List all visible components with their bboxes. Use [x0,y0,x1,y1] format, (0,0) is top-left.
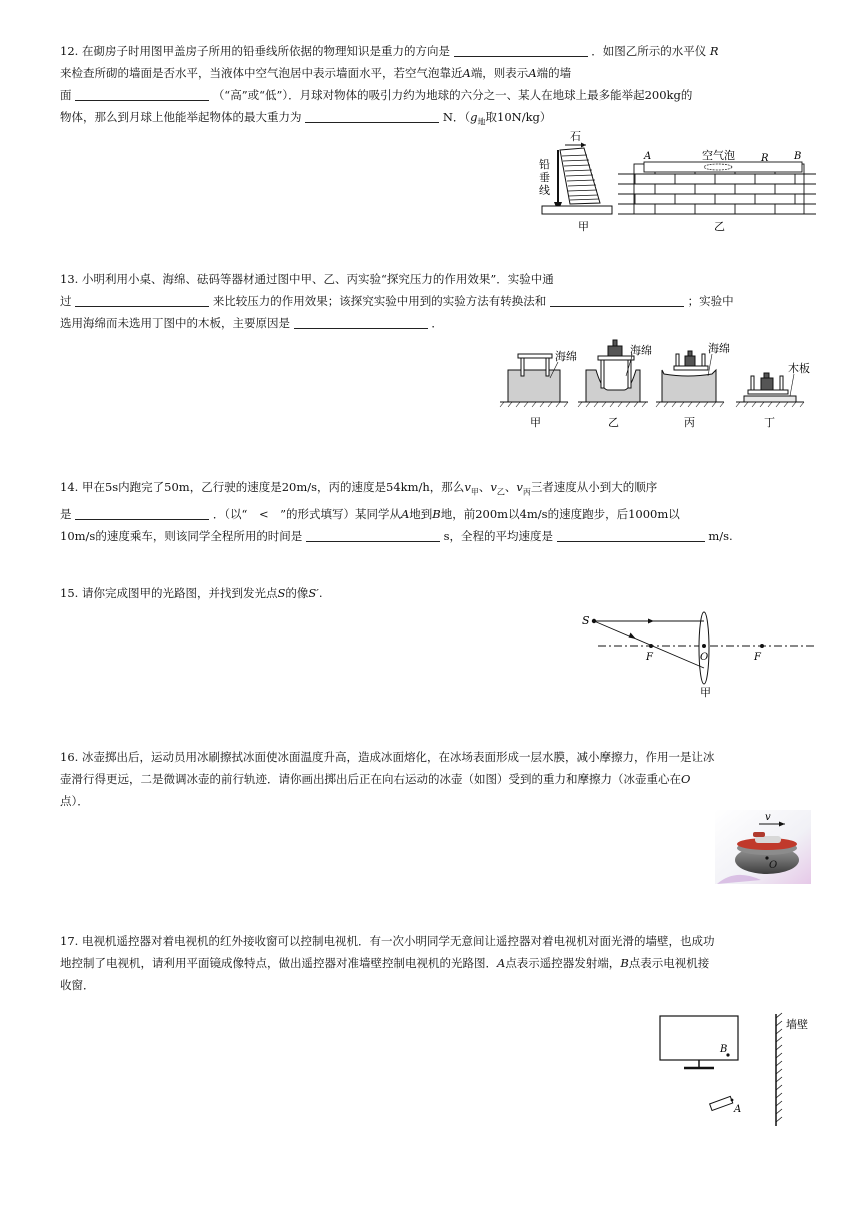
figure-label-jia: 甲 [578,220,589,233]
point-s-label: S [582,614,590,627]
figure-label-jia: 甲 [700,686,711,699]
q17-line-1: 17. 电视机遥控器对着电视机的红外接收窗可以控制电视机．有一次小明同学无意间让遥控器对着电视机对面光滑的墙壁，也成功 [60,934,715,948]
answer-blank[interactable] [305,108,439,123]
question-number: 13. [60,272,79,286]
figure-17 [650,1010,815,1132]
q12-line-2: 来检查所砌的墙面是否水平，当液体中空气泡居中表示墙面水平，若空气泡靠近A端，则表示A端的墙 [60,66,572,80]
point-b-label: B [720,1044,728,1055]
figure-13 [498,336,816,432]
point-a-label: A [644,151,652,162]
point-o-label: O [700,652,709,663]
figure-label-ding: 丁 [764,416,775,429]
answer-blank[interactable] [454,42,588,57]
question-16 [60,746,810,812]
question-12 [60,40,810,133]
q14-line-1: 14. 甲在5s内跑完了50m，乙行驶的速度是20m/s，丙的速度是54km/h，那么$v_甲$、$v_乙$、$v_丙$三者速度从小到大的顺序 [60,480,658,497]
figure-label-yi: 乙 [714,220,725,233]
velocity-label: v [765,812,771,823]
brick-wall-jia [542,148,612,214]
q16-line-3: 点）． [60,794,89,808]
spirit-level [644,162,802,172]
question-number: 17. [60,934,79,948]
setup-ding [736,373,804,402]
question-17 [60,930,810,996]
figure-16 [715,810,811,884]
sponge-label-yi: 海绵 [630,344,652,357]
q13-line-1: 13. 小明利用小桌、海绵、砝码等器材通过图中甲、乙、丙实验“探究压力的作用效果”．实验中通 [60,272,554,286]
q17-line-2: 地控制了电视机，请利用平面镜成像特点，做出遥控器对准墙壁控制电视机的光路图．A点表示遥控器发射端，B点表示电视机接 [60,956,710,970]
point-a-label: A [734,1104,742,1115]
q12-line-1: 12. 在砌房子时用图甲盖房子所用的铅垂线所依据的物理知识是重力的方向是 ．如图乙所示的水平仪 R [60,44,719,58]
question-number: 16. [60,750,79,764]
answer-blank[interactable] [294,314,428,329]
focal-point-right [760,644,764,648]
television [660,1016,738,1068]
q12-line-4: 物体，那么到月球上他能举起物体的最大重力为 N．（$g_地$取10N/kg） [60,110,552,127]
answer-blank[interactable] [306,527,440,542]
svg-text:垂: 垂 [539,171,550,184]
q16-line-1: 16. 冰壶掷出后，运动员用冰刷擦拭冰面使冰面温度升高，造成冰面熔化，在冰场表面形成一层水膜，减小摩擦力，作用一是让冰 [60,750,715,764]
question-15: 15. 请你完成图甲的光路图，并找到发光点S的像S′. [60,586,323,600]
focal-point-left [649,644,653,648]
q12-line-3: 面 （“高”或“低”）．月球对物体的吸引力约为地球的六分之一、某人在地球上最多能举起200kg的 [60,88,693,102]
point-f-label-left: F [646,652,653,663]
q17-line-3: 收窗． [60,978,95,992]
stone-label: 石 [570,130,581,143]
svg-text:线: 线 [539,184,550,197]
plumb-line-label [539,158,550,197]
emitter-point-a [731,1099,734,1102]
q14-line-2: 是 ．（以“ < ”的形式填写）某同学从A地到B地，前200m以4m/s的速度跑步，后1000m以 [60,507,680,522]
answer-blank[interactable] [557,527,705,542]
figure-15 [576,608,816,700]
q16-line-2: 壶滑行得更远，二是微调冰壶的前行轨迹．请你画出掷出后正在向右运动的冰壶（如图）受到的重力和摩擦力（冰壶重心在O [60,772,691,786]
question-number: 14. [60,480,79,494]
answer-blank[interactable] [75,505,209,520]
sponge-label-jia: 海绵 [555,350,577,363]
question-number: 12. [60,44,79,58]
question-number: 15. [60,586,79,600]
answer-blank[interactable] [75,292,209,307]
point-o-label: O [769,860,778,871]
wall-mirror [776,1013,782,1126]
q13-line-2: 过 来比较压力的作用效果；该探究实验中用到的实验方法有转换法和 ；实验中 [60,294,734,308]
setup-bing [656,351,724,402]
point-r-label: R [761,153,769,164]
point-b-label: B [794,151,802,162]
figure-label-bing: 丙 [684,416,695,429]
q14-line-3: 10m/s的速度乘车，则该同学全程所用的时间是 s，全程的平均速度是 m/s. [60,529,733,544]
answer-blank[interactable] [550,292,684,307]
air-bubble-label: 空气泡 [702,149,735,162]
question-14 [60,476,810,547]
question-13 [60,268,810,334]
figure-label-jia: 甲 [530,416,541,429]
sponge-label-bing: 海绵 [708,342,730,355]
figure-12 [530,128,820,236]
q13-line-3: 选用海绵而未选用丁图中的木板，主要原因是 ． [60,316,443,330]
point-f-label-right: F [754,652,761,663]
optical-center [702,644,706,648]
svg-text:铅: 铅 [539,158,550,171]
wall-label: 墙壁 [786,1018,808,1031]
answer-blank[interactable] [75,86,209,101]
air-bubble [704,164,732,170]
ground-hatching [500,402,804,407]
remote-control [710,1096,733,1110]
figure-label-yi: 乙 [608,416,619,429]
board-label: 木板 [788,362,810,375]
